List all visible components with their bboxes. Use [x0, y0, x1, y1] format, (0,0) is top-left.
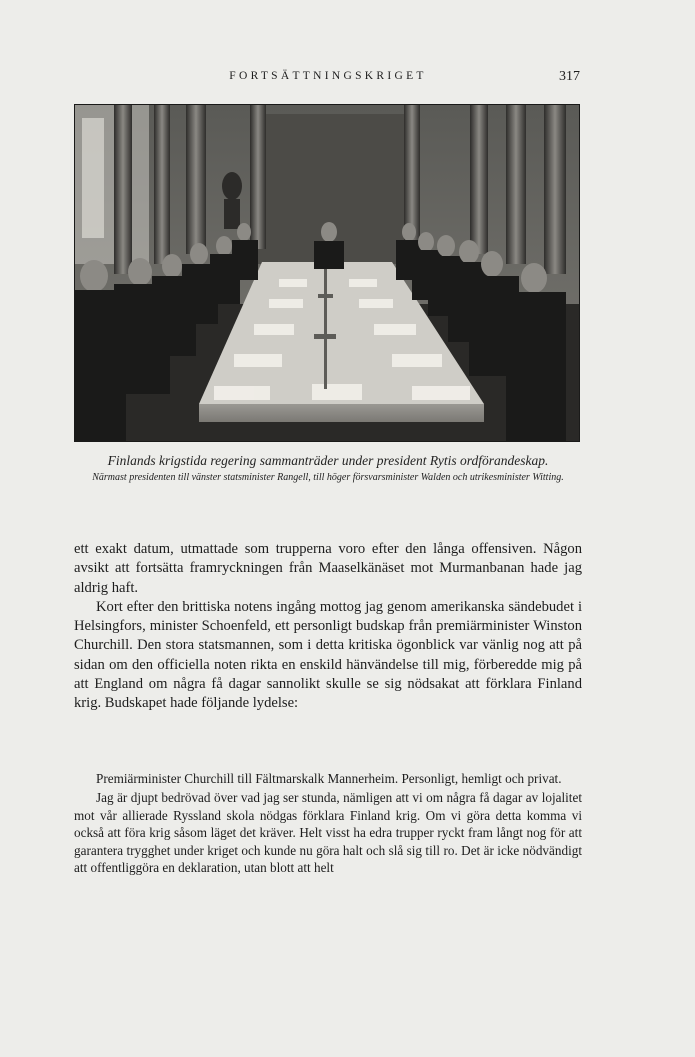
cabinet-meeting-photo: [74, 104, 580, 442]
caption-note: Närmast presidenten till vänster statsminister Rangell, till höger försvarsminister Walden och utrikesminister Witting.: [92, 472, 564, 483]
letter-salutation: Premiärminister Churchill till Fältmarskalk Mannerheim. Personligt, hemligt och privat.: [96, 771, 562, 786]
caption-title: Finlands krigstida regering sammanträder under president Rytis ordförandeskap.: [107, 453, 549, 468]
running-title: FORTSÄTTNINGSKRIGET: [229, 70, 427, 82]
photo-caption: [74, 452, 582, 485]
body-text: [74, 540, 582, 714]
running-head: [74, 70, 582, 88]
page-number: 317: [559, 69, 580, 84]
letter-text: Jag är djupt bedrövad över vad jag ser stunda, nämligen att vi om några få dagar av lojalitet mot vår allierade Ryssland skola nödgas förklara Finland krig. Om vi göra detta komma vi också att föra krig såsom läget det kräver. Helt visst ha edra trupper ryckt fram långt nog för att garantera trygghet under kriget och kunde nu göra halt och slå sig till ro. Det är icke nödvändigt att offentliggöra en deklaration, utan blott att helt: [74, 790, 582, 876]
body-paragraph: Kort efter den brittiska notens ingång mottog jag genom amerikanska sändebudet i Helsingfors, minister Schoenfeld, ett personligt budskap från premiärminister Winston Churchill. Den stora statsmannen, som i detta kritiska ögonblick var vänlig nog att på sidan om den officiella noten rikta en enskild hänvändelse till mig, förberedde mig på att England om några få dagar sannolikt skulle se sig nödsakat att förklara Finland krig. Budskapet hade följande lydelse:: [74, 598, 582, 712]
quoted-letter: [74, 770, 582, 876]
body-paragraph: ett exakt datum, utmattade som trupperna voro efter den långa offensiven. Någon avsikt att fortsätta framryckningen från Maaselkänäset mot Murmanbanan hade jag aldrig haft.: [74, 541, 582, 596]
